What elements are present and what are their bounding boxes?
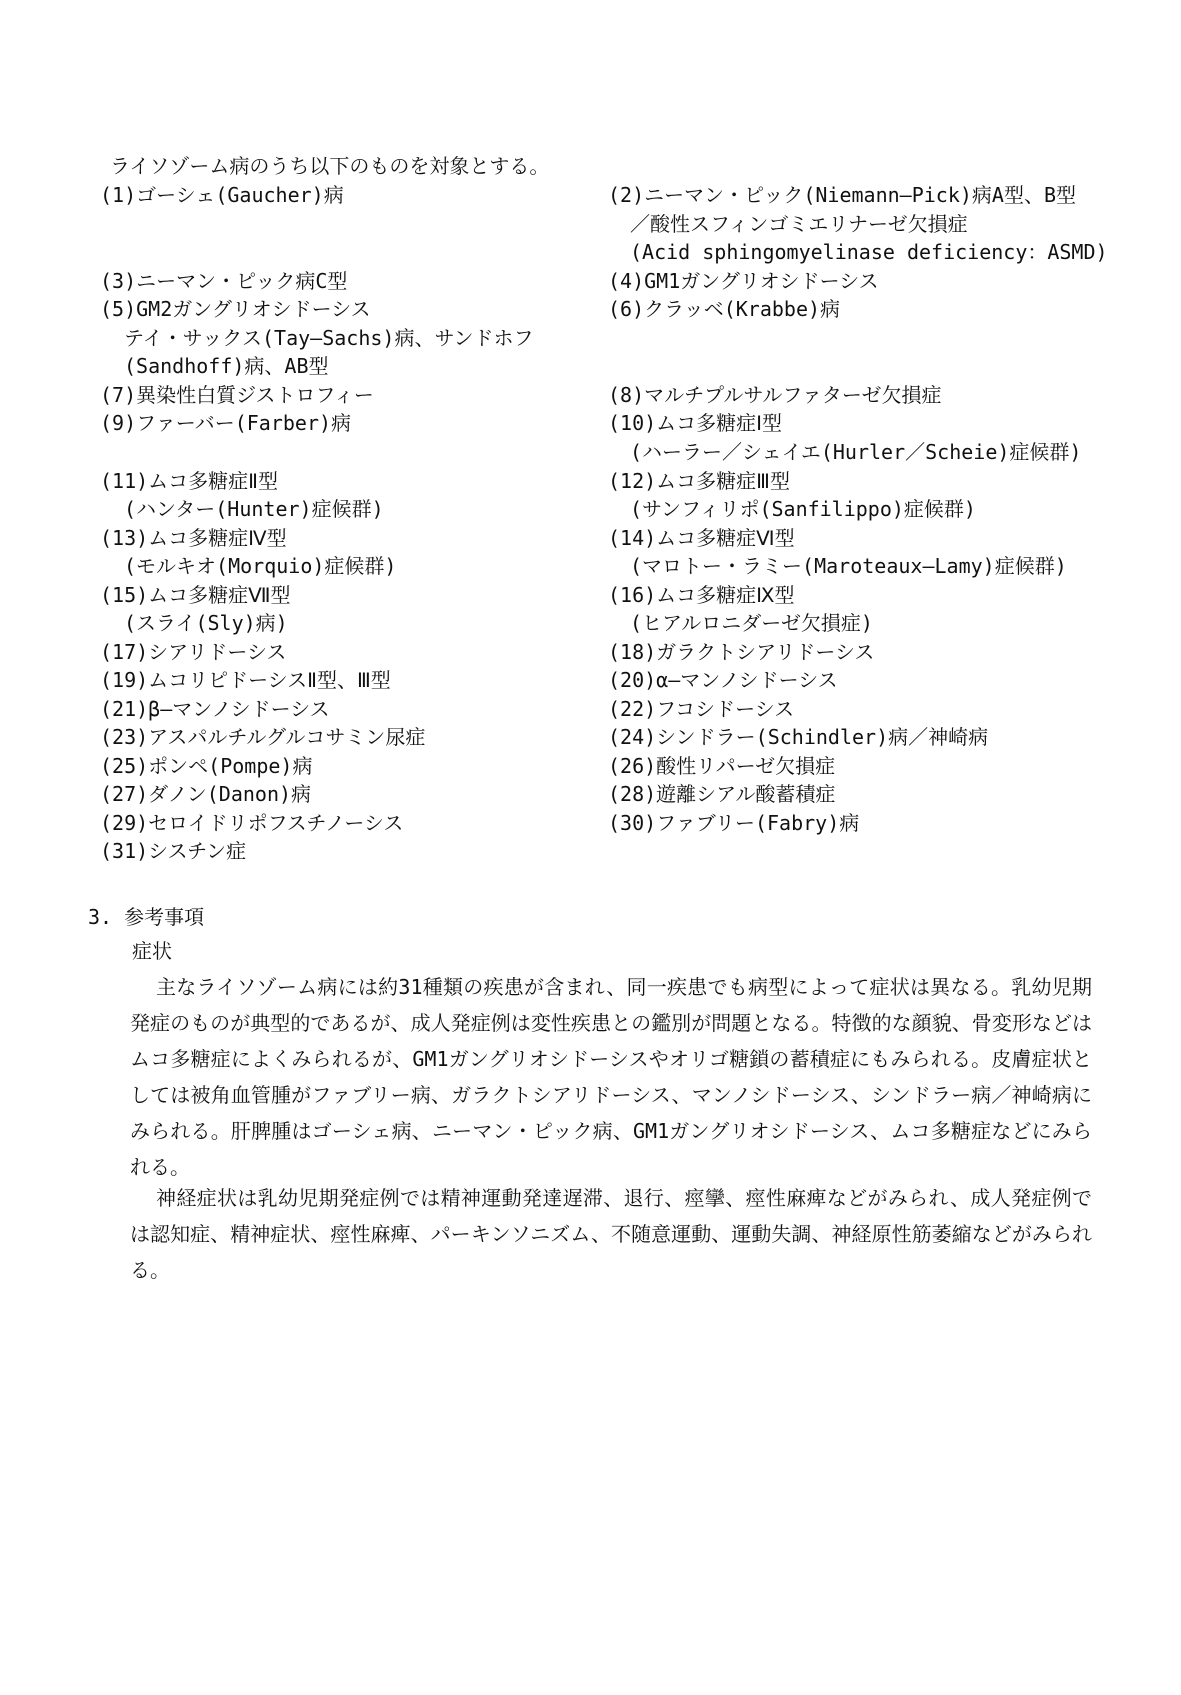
left-item-5-sub-1: テイ・サックス(Tay―Sachs)病、サンドホフ (124, 326, 534, 350)
left-item-15-sub: (スライ(Sly)病) (124, 611, 288, 635)
left-item-5-sub-2: (Sandhoff)病、AB型 (124, 354, 329, 378)
left-item-9: (9)ファーバー(Farber)病 (100, 411, 352, 435)
right-item-2-sub-2: (Acid sphingomyelinase deficiency：ASMD) (630, 240, 1108, 264)
left-item-31: (31)シスチン症 (100, 839, 247, 863)
symptoms-paragraph-1: 主なライソゾーム病には約31種類の疾患が含まれ、同一疾患でも病型によって症状は異なる。乳幼児期発症のものが典型的であるが、成人発症例は変性疾患との鑑別が問題となる。特徴的な顔貌、骨変形などはムコ多糖症によくみられるが、GM1ガングリオシドーシスやオリゴ糖鎖の蓄積症にもみられる。皮膚症状としては被角血管腫がファブリー病、ガラクトシアリドーシス、マンノシドーシス、シンドラー病／神崎病にみられる。肝脾腫はゴーシェ病、ニーマン・ピック病、GM1ガングリオシドーシス、ムコ多糖症などにみられる。 (130, 975, 1092, 1179)
left-item-29: (29)セロイドリポフスチノーシス (100, 811, 404, 835)
right-item-2: (2)ニーマン・ピック(Niemann―Pick)病A型、B型 (608, 183, 1076, 207)
left-item-27: (27)ダノン(Danon)病 (100, 782, 312, 806)
left-item-3: (3)ニーマン・ピック病C型 (100, 269, 348, 293)
right-item-18: (18)ガラクトシアリドーシス (608, 640, 875, 664)
left-item-21: (21)β―マンノシドーシス (100, 697, 330, 721)
left-item-11-sub: (ハンター(Hunter)症候群) (124, 497, 384, 521)
left-item-19: (19)ムコリピドーシスⅡ型、Ⅲ型 (100, 668, 391, 692)
right-item-12: (12)ムコ多糖症Ⅲ型 (608, 469, 790, 493)
right-item-14: (14)ムコ多糖症Ⅵ型 (608, 526, 795, 550)
right-item-16-sub: (ヒアルロニダーゼ欠損症) (630, 611, 873, 635)
left-item-7: (7)異染性白質ジストロフィー (100, 383, 374, 407)
right-item-6: (6)クラッベ(Krabbe)病 (608, 297, 841, 321)
right-item-30: (30)ファブリー(Fabry)病 (608, 811, 860, 835)
section-subheading: 症状 (132, 939, 172, 963)
left-item-15: (15)ムコ多糖症Ⅶ型 (100, 583, 291, 607)
left-item-1: (1)ゴーシェ(Gaucher)病 (100, 183, 344, 207)
right-item-20: (20)α―マンノシドーシス (608, 668, 838, 692)
symptoms-paragraph-2: 神経症状は乳幼児期発症例では精神運動発達遅滞、退行、痙攣、痙性麻痺などがみられ、成人発症例では認知症、精神症状、痙性麻痺、パーキンソニズム、不随意運動、運動失調、神経原性筋萎縮などがみられる。 (130, 1186, 1092, 1282)
left-item-13: (13)ムコ多糖症Ⅳ型 (100, 526, 287, 550)
left-item-23: (23)アスパルチルグルコサミン尿症 (100, 725, 426, 749)
right-item-4: (4)GM1ガングリオシドーシス (608, 269, 879, 293)
left-item-11: (11)ムコ多糖症Ⅱ型 (100, 469, 279, 493)
right-item-8: (8)マルチプルサルファターゼ欠損症 (608, 383, 942, 407)
right-item-14-sub: (マロトー・ラミー(Maroteaux―Lamy)症候群) (630, 554, 1067, 578)
left-item-25: (25)ポンペ(Pompe)病 (100, 754, 313, 778)
right-item-24: (24)シンドラー(Schindler)病／神崎病 (608, 725, 989, 749)
right-item-26: (26)酸性リパーゼ欠損症 (608, 754, 836, 778)
section-heading: 3. 参考事項 (88, 905, 205, 929)
right-item-16: (16)ムコ多糖症Ⅸ型 (608, 583, 795, 607)
left-item-13-sub: (モルキオ(Morquio)症候群) (124, 554, 397, 578)
right-item-2-sub-1: ／酸性スフィンゴミエリナーゼ欠損症 (630, 212, 968, 236)
right-item-28: (28)遊離シアル酸蓄積症 (608, 782, 836, 806)
left-item-17: (17)シアリドーシス (100, 640, 287, 664)
right-item-10: (10)ムコ多糖症Ⅰ型 (608, 411, 783, 435)
intro-text: ライソゾーム病のうち以下のものを対象とする。 (110, 154, 550, 178)
right-item-22: (22)フコシドーシス (608, 697, 795, 721)
right-item-10-sub: (ハーラー／シェイエ(Hurler／Scheie)症候群) (630, 440, 1082, 464)
right-item-12-sub: (サンフィリポ(Sanfilippo)症候群) (630, 497, 976, 521)
left-item-5: (5)GM2ガングリオシドーシス (100, 297, 371, 321)
